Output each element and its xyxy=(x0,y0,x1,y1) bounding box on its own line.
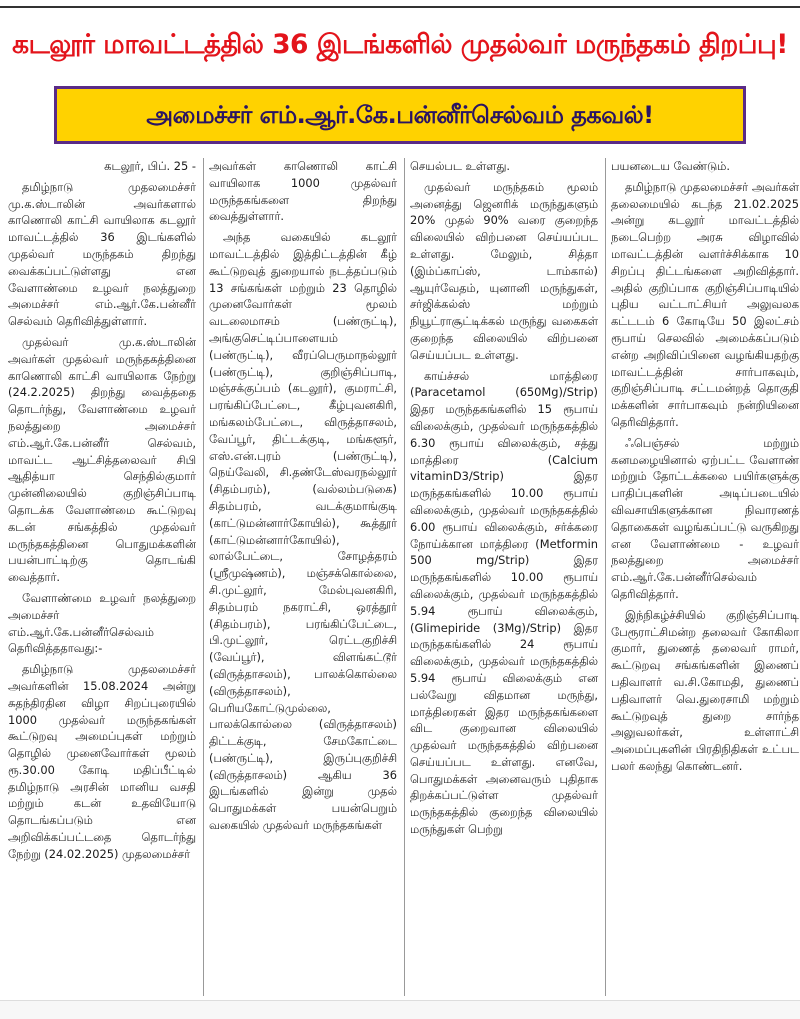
column-divider xyxy=(605,158,606,996)
article-body xyxy=(8,158,799,996)
paragraph: தமிழ்நாடு முதலமைச்சர் அவர்கள் தலைமையில் கடந்த 21.02.2025 அன்று கடலூர் மாவட்டத்தில் நடைபெற்ற அரசு விழாவில் மாவட்டத்தின் வளர்ச்சிக்காக 10 சிறப்பு திட்டங்களை அறிவித்தார். அதில் குறிப்பாக குறிஞ்சிப்பாடியில் புதிய வட்டாட்சியர் அலுவலக கட்டடம் 6 கோடியே 50 இலட்சம் ரூபாய் செலவில் அமைக்கப்படும் என்ற அறிவிப்பினை வழங்கியதற்கு மாவட்டத்தின் சார்பாகவும், குறிஞ்சிப்பாடி சட்டமன்றத் தொகுதி மக்களின் சார்பாகவும் நன்றியினை தெரிவித்தார். xyxy=(611,179,799,429)
dateline: கடலூர், பிப். 25 - xyxy=(104,159,196,173)
paragraph: பயனடைய வேண்டும். xyxy=(611,159,730,173)
paragraph: இந்நிகழ்ச்சியில் குறிஞ்சிப்பாடி பேரூராட்சிமன்ற தலைவர் கோகிலா குமார், துணைத் தலைவர் ராமர், கூட்டுறவு சங்கங்களின் இணைப் பதிவாளர் வ.சி.கோமதி, துணைப் பதிவாளர் வெ.துரைசாமி மற்றும் கூட்டுறவுத் துறை சார்ந்த அலுவலர்கள், உள்ளாட்சி அமைப்புகளின் பிரதிநிதிகள் உட்பட பலர் கலந்து கொண்டனர். xyxy=(611,607,799,773)
subheadline: அமைச்சர் எம்.ஆர்.கே.பன்னீர்செல்வம் தகவல்! xyxy=(146,101,654,129)
paragraph: தமிழ்நாடு முதலமைச்சர் மு.க.ஸ்டாலின் அவர்களால் காணொலி காட்சி வாயிலாக கடலூர் மாவட்டத்தில் 36 இடங்களில் முதல்வர் மருந்தகம் திறந்து வைக்கப்பட்டுள்ளது என வேளாண்மை உழவர் நலத்துறை அமைச்சர் எம்.ஆர்.கே.பன்னீர் செல்வம் தெரிவித்துள்ளார். xyxy=(8,179,196,329)
article-column-4 xyxy=(611,158,799,996)
paragraph: அந்த வகையில் கடலூர் மாவட்டத்தில் இத்திட்டத்தின் கீழ் கூட்டுறவுத் துறையால் நடத்தப்படும் 13 சங்கங்கள் மற்றும் 23 தொழில் முனைவோர்கள் மூலம் வடலைமாசம் (பண்ருட்டி), அங்குசெட்டிப்பாளையம் (பண்ருட்டி), வீரப்பெருமாநல்லூர் (பண்ருட்டி), குறிஞ்சிப்பாடி, மஞ்சக்குப்பம் (கடலூர்), குமராட்சி, பரங்கிப்பேட்டை, கீழ்புவனகிரி, மங்கலம்பேட்டை, விருத்தாசலம், வேப்பூர், திட்டக்குடி, மங்களூர், எஸ்.என்.புரம் (பண்ருட்டி), நெய்வேலி, சி.தண்டேஸ்வரநல்லூர் (சிதம்பரம்), (வல்லம்படுகை) சிதம்பரம், வடக்குமாங்குடி (காட்டுமன்னார்கோயில்), கூத்தூர் (காட்டுமன்னார்கோயில்), லால்பேட்டை, சோழத்தரம் (ஸ்ரீமுஷ்ணம்), மஞ்சக்கொல்லை, சி.முட்லூர், மேல்புவனகிரி, சிதம்பரம் நகராட்சி, ஒரத்தூர் (சிதம்பரம்), பரங்கிப்பேட்டை, பி.முட்லூர், ரெட்டகுறிச்சி (வேப்பூர்), விளங்கட்டூர் (விருத்தாசலம்), பாலக்கொல்லை (விருத்தாசலம்), பெரியகோட்டுமுல்லை, பாலக்கொல்லை (விருத்தாசலம்) திட்டக்குடி, சேமகோட்டை (பண்ருட்டி), இருப்புகுறிச்சி (விருத்தாசலம்) ஆகிய 36 இடங்களில் இன்று முதல் பொதுமக்கள் பயன்பெறும் வகையில் முதல்வர் மருந்தகங்கள் xyxy=(209,230,397,833)
paragraph: காய்ச்சல் மாத்திரை (Paracetamol (650Mg)/Strip) இதர மருந்தகங்களில் 15 ரூபாய் விலைக்கும், முதல்வர் மருந்தகத்தில் 6.30 ரூபாய் விலைக்கும், சத்து மாத்திரை (Calcium vitaminD3/Strip) இதர மருந்தகங்களில் 10.00 ரூபாய் விலைக்கும், முதல்வர் மருந்தகத்தில் 6.00 ரூபாய் விலைக்கும், சர்க்கரை நோய்க்கான மாத்திரை (Metformin 500 mg/Strip) இதர மருந்தகங்களில் 10.00 ரூபாய் விலைக்கும், முதல்வர் மருந்தகத்தில் 5.94 ரூபாய் விலைக்கும், (Glimepiride (3Mg)/Strip) இதர மருந்தகங்களில் 24 ரூபாய் விலைக்கும், முதல்வர் மருந்தகத்தில் 5.94 ரூபாய் விலைக்கும் என பல்வேறு விதமான மருந்து, மாத்திரைகள் இதர மருந்தகங்களை விட குறைவான விலையில் முதல்வர் மருந்தகத்தில் விற்பனை செய்யப்பட உள்ளது. எனவே, பொதுமக்கள் அனைவரும் புதிதாக திறக்கப்பட்டுள்ள முதல்வர் மருந்தகத்தில் குறைந்த விலையில் மருந்துகள் பெற்று xyxy=(410,368,598,837)
paragraph: தமிழ்நாடு முதலமைச்சர் அவர்களின் 15.08.2024 அன்று சுதந்திரதின விழா சிறப்புரையில் 1000 முதல்வர் மருந்தகங்கள் கூட்டுறவு அமைப்புகள் மற்றும் தொழில் முனைவோர்கள் மூலம் ரூ.30.00 கோடி மதிப்பீட்டில் தமிழ்நாடு அரசின் மானிய வசதி மற்றும் கடன் உதவியோடு தொடங்கப்படும் என அறிவிக்கப்பட்டதை தொடர்ந்து நேற்று (24.02.2025) முதலமைச்சர் xyxy=(8,662,196,861)
subheadline-banner xyxy=(54,86,746,144)
headline: கடலூர் மாவட்டத்தில் 36 இடங்களில் முதல்வர் மருந்தகம் திறப்பு! xyxy=(12,29,788,60)
column-divider xyxy=(404,158,405,996)
article-column-2 xyxy=(209,158,397,996)
article-column-3 xyxy=(410,158,598,996)
bottom-edge xyxy=(0,1000,800,1019)
paragraph: அவர்கள் காணொலி காட்சி வாயிலாக 1000 முதல்வர் மருந்தகங்களை திறந்து வைத்துள்ளார். xyxy=(209,159,397,224)
paragraph: முதல்வர் மு.க.ஸ்டாலின் அவர்கள் முதல்வர் மருந்தகத்தினை காணொலி காட்சி வாயிலாக நேற்று (24.2.2025) திறந்து வைத்ததை தொடர்ந்து, வேளாண்மை உழவர் நலத்துறை அமைச்சர் எம்.ஆர்.கே.பன்னீர் செல்வம், மாவட்ட ஆட்சித்தலைவர் சிபி ஆதித்யா செந்தில்குமார் முன்னிலையில் குறிஞ்சிப்பாடி தொடக்க வேளாண்மை கூட்டுறவு கடன் சங்கத்தில் முதல்வர் மருந்தகத்தினை பொதுமக்களின் பயன்பாட்டிற்கு தொடங்கி வைத்தார். xyxy=(8,334,196,585)
paragraph: முதல்வர் மருந்தகம் மூலம் அனைத்து ஜெனரிக் மருந்துகளும் 20% முதல் 90% வரை குறைந்த விலையில் விற்பனை செய்யப்பட உள்ளது. மேலும், சித்தா (இம்ப்காப்ஸ், டாம்கால்) ஆயுர்வேதம், யுனானி மருந்துகள், சர்ஜிக்கல்ஸ் மற்றும் நியூட்ராசூட்டிக்கல் மருந்து வகைகள் குறைந்த விலையில் விற்பனை செய்யப்பட உள்ளது. xyxy=(410,179,598,362)
top-border xyxy=(0,0,800,8)
paragraph: வேளாண்மை உழவர் நலத்துறை அமைச்சர் எம்.ஆர்.கே.பன்னீர்செல்வம் தெரிவித்ததாவது:- xyxy=(8,590,196,656)
article-column-1 xyxy=(8,158,196,996)
column-divider xyxy=(203,158,204,996)
paragraph: ஃபெஞ்சல் மற்றும் கனமழையினால் ஏற்பட்ட வேளாண் மற்றும் தோட்டக்கலை பயிர்களுக்கு பாதிப்புகளின் அடிப்படையில் விவசாயிகளுக்கான நிவாரணத் தொகைகள் வழங்கப்பட்டு வருகிறது என வேளாண்மை - உழவர் நலத்துறை அமைச்சர் எம்.ஆர்.கே.பன்னீர்செல்வம் தெரிவித்தார். xyxy=(611,435,799,601)
paragraph: செயல்பட உள்ளது. xyxy=(410,159,510,173)
